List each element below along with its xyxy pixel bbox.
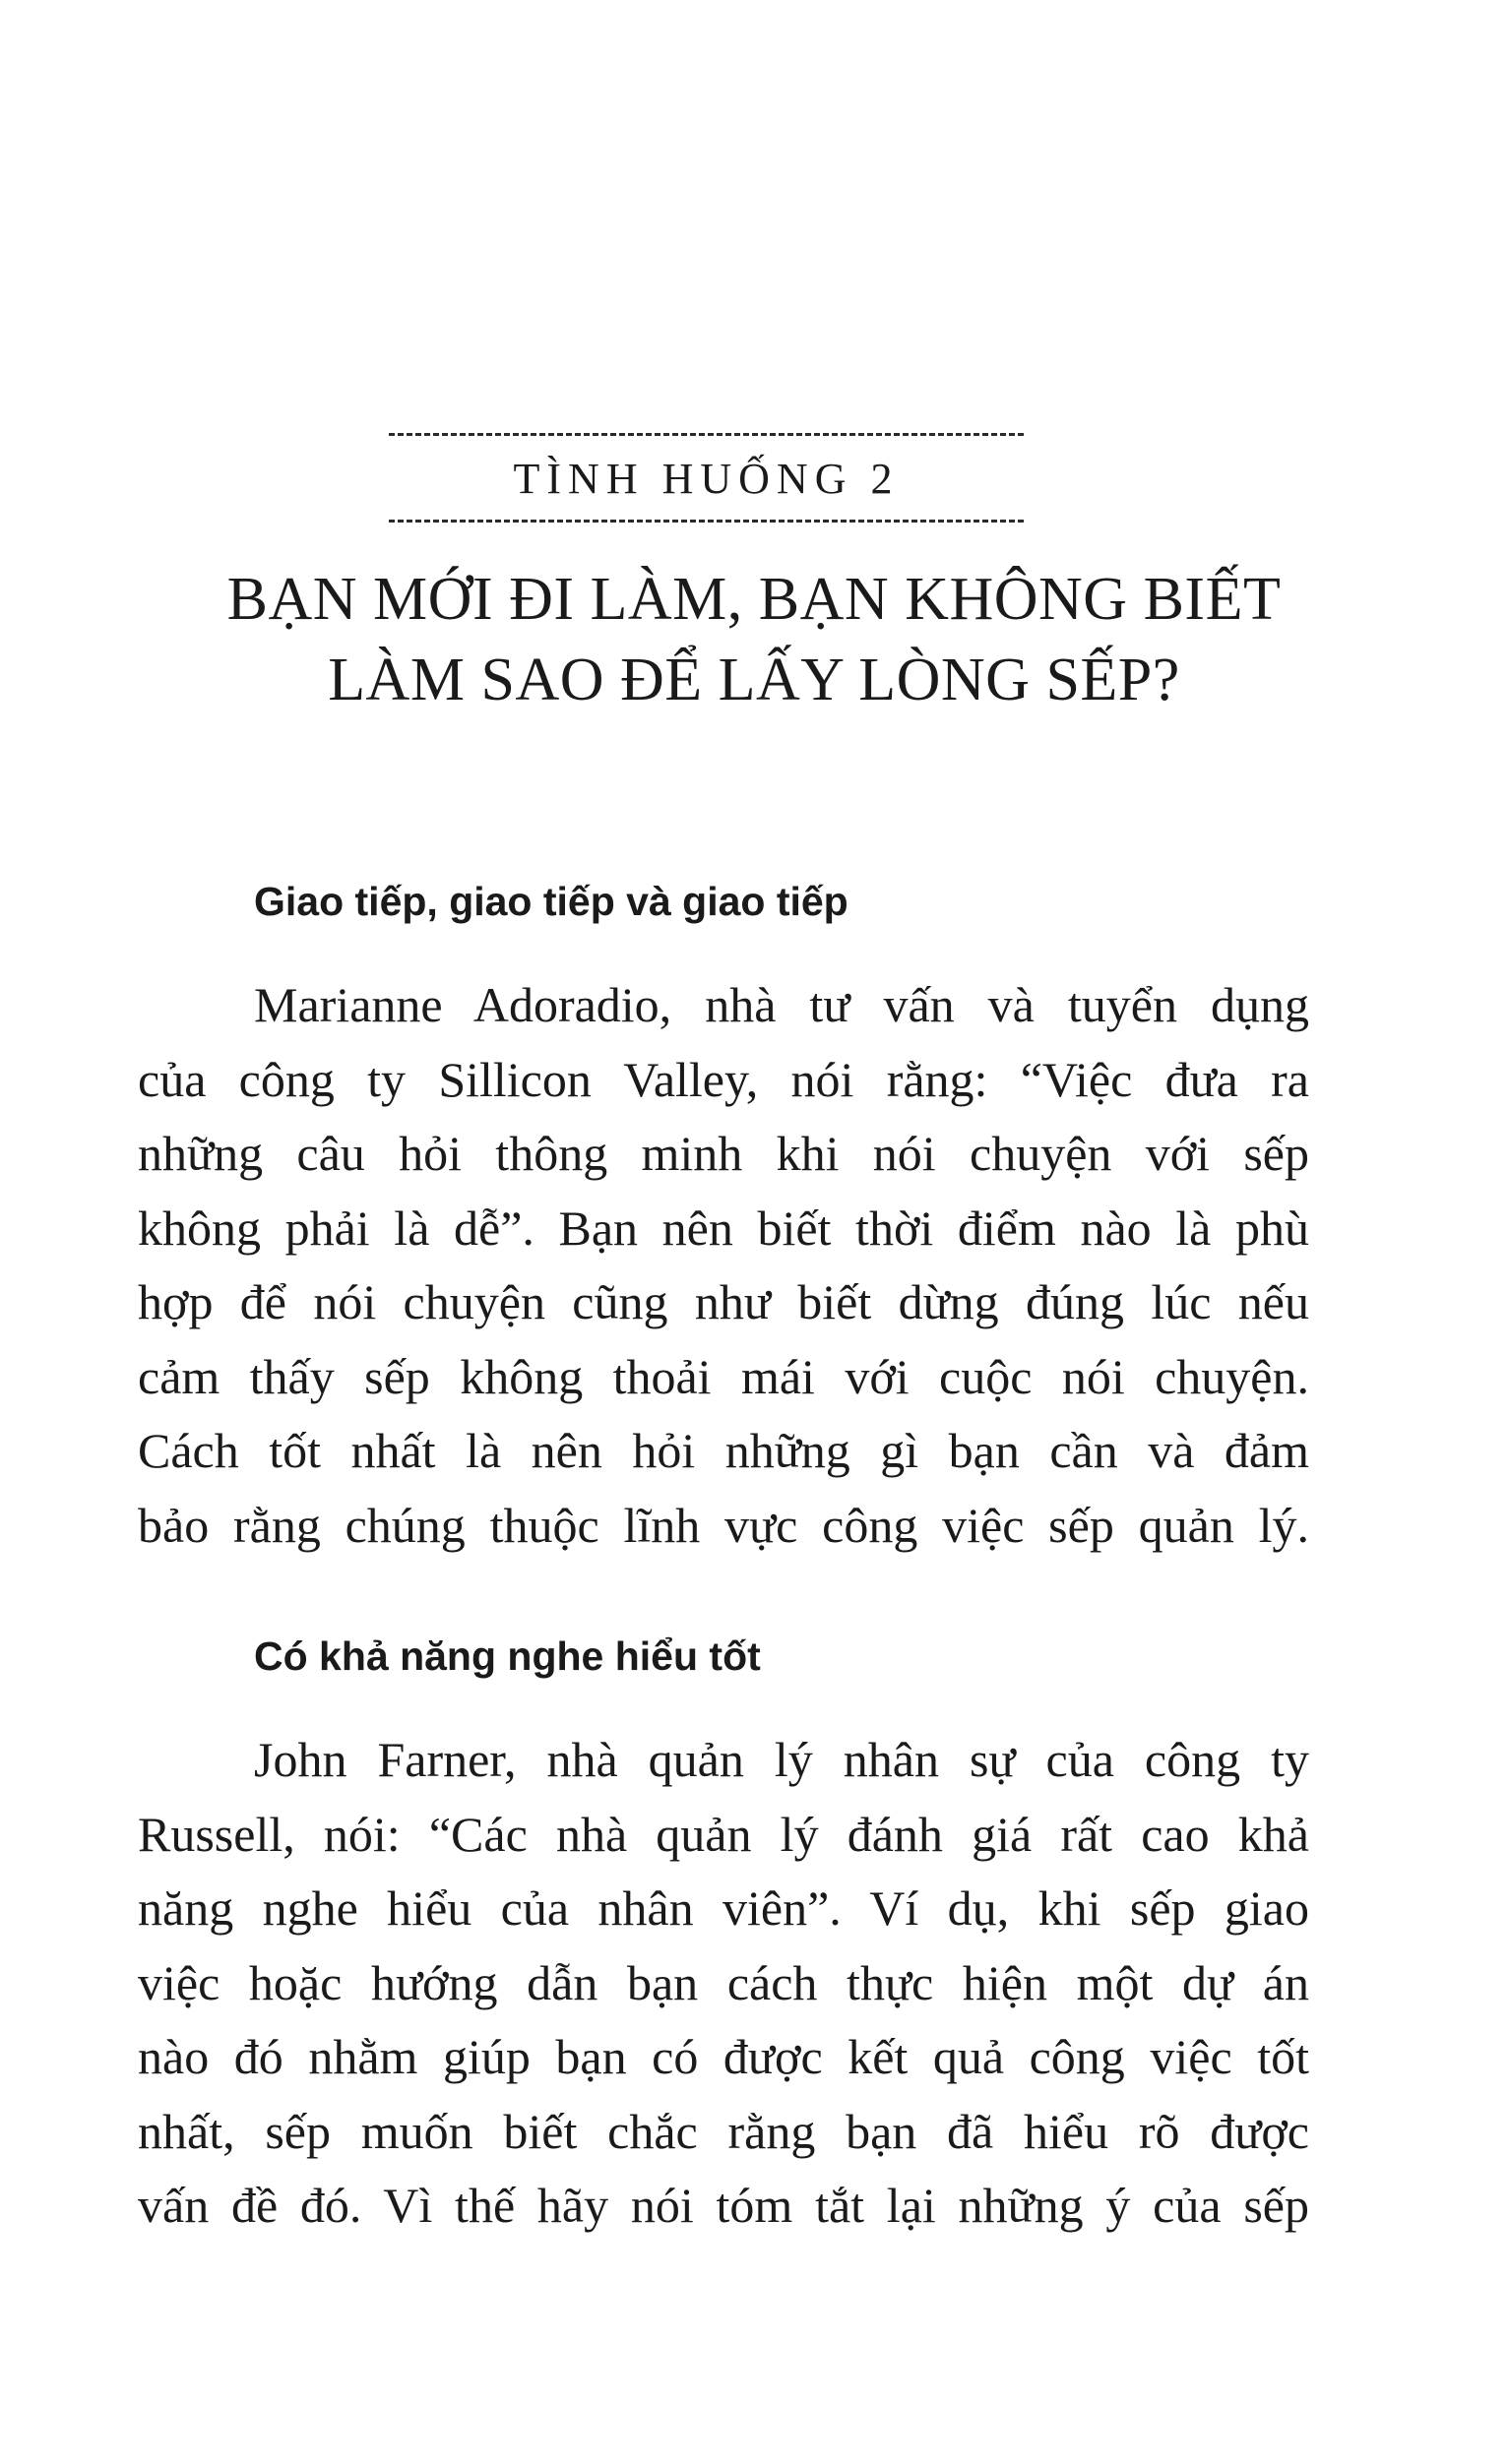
paragraph-line: hợp để nói chuyện cũng như biết dừng đúng lúc nếu xyxy=(138,1274,1309,1329)
paragraph-line: nhất, sếp muốn biết chắc rằng bạn đã hiểu rõ được xyxy=(138,2103,1309,2159)
paragraph xyxy=(138,1723,1309,2244)
section-heading: Giao tiếp, giao tiếp và giao tiếp xyxy=(254,879,848,924)
paragraph-line: những câu hỏi thông minh khi nói chuyện với sếp xyxy=(138,1126,1309,1181)
paragraph-line: Marianne Adoradio, nhà tư vấn và tuyển dụng xyxy=(254,977,1309,1032)
chapter-title xyxy=(148,559,1360,720)
paragraph-line: việc hoặc hướng dẫn bạn cách thực hiện một dự án xyxy=(138,1954,1309,2010)
paragraph-line: cảm thấy sếp không thoải mái với cuộc nói chuyện. xyxy=(138,1348,1309,1404)
paragraph-line: của công ty Sillicon Valley, nói rằng: “Việc đưa ra xyxy=(138,1051,1309,1107)
paragraph xyxy=(138,968,1309,1563)
paragraph-line: Russell, nói: “Các nhà quản lý đánh giá rất cao khả xyxy=(138,1806,1309,1862)
paragraph-line: không phải là dễ”. Bạn nên biết thời điểm nào là phù xyxy=(138,1200,1309,1256)
paragraph-line: John Farner, nhà quản lý nhân sự của công ty xyxy=(254,1732,1309,1787)
case-label: TÌNH HUỐNG 2 xyxy=(513,455,900,503)
paragraph-line: nào đó nhằm giúp bạn có được kết quả công việc tốt xyxy=(138,2029,1309,2084)
chapter-title-line-1: BẠN MỚI ĐI LÀM, BẠN KHÔNG BIẾT xyxy=(226,566,1282,633)
paragraph-line: vấn đề đó. Vì thế hãy nói tóm tắt lại những ý của sếp xyxy=(138,2178,1309,2233)
section-listening xyxy=(138,1633,1309,2244)
paragraph-line: Cách tốt nhất là nên hỏi những gì bạn cần và đảm xyxy=(138,1423,1309,1478)
paragraph-line: bảo rằng chúng thuộc lĩnh vực công việc sếp quản lý. xyxy=(138,1497,1309,1553)
section-communication xyxy=(138,879,1309,1563)
bottom-dashed-rule xyxy=(389,520,1024,523)
case-label-block xyxy=(389,433,1024,523)
chapter-title-line-2: LÀM SAO ĐỂ LẤY LÒNG SẾP? xyxy=(328,647,1180,713)
paragraph-line: năng nghe hiểu của nhân viên”. Ví dụ, khi sếp giao xyxy=(138,1880,1309,1936)
section-heading: Có khả năng nghe hiểu tốt xyxy=(254,1633,761,1679)
